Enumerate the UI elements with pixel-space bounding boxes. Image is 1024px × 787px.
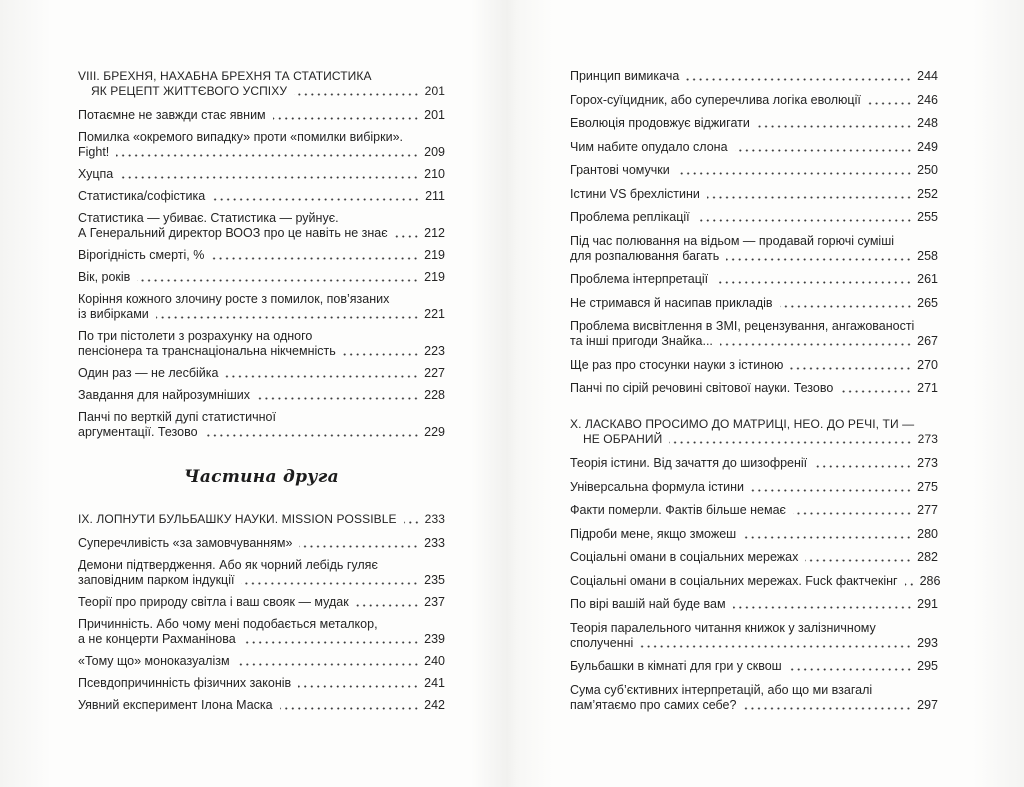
page-number: 293: [917, 635, 938, 650]
entry-text: Хуцпа: [78, 167, 114, 181]
toc-entry: [570, 550, 938, 565]
toc-line: [78, 632, 445, 647]
toc-line: [78, 69, 445, 84]
page-number: 255: [917, 210, 938, 224]
dot-leader: [243, 641, 419, 644]
entry-text: Бульбашки в кімнаті для гри у сквош: [570, 659, 782, 673]
entry-text: Соціальні омани в соціальних мережах: [570, 550, 799, 564]
chapter-x: [570, 417, 941, 713]
toc-entry: [570, 503, 938, 518]
dot-leader: [120, 176, 419, 179]
dot-leader: [212, 198, 420, 201]
toc-entry: [78, 329, 445, 359]
entry-text: Помилка «окремого випадку» проти «помилки вибірки».: [78, 130, 403, 144]
toc-entry: [78, 189, 445, 204]
toc-line: [570, 93, 938, 108]
toc-entry: [570, 683, 938, 713]
toc-entry: [78, 248, 445, 263]
chapter-ix-continued: [570, 69, 938, 396]
dot-leader: [757, 125, 912, 128]
entry-text: Еволюція продовжує віджигати: [570, 116, 750, 130]
toc-line: [78, 292, 445, 307]
entry-text: Fight!: [78, 145, 110, 159]
toc-line: [570, 417, 938, 432]
entry-text: Принцип вимикача: [570, 69, 680, 83]
toc-line: [570, 140, 938, 155]
entry-text: пенсіонера та транснаціональна нікчемність: [78, 344, 336, 358]
entry-text: Ще раз про стосунки науки з істиною: [570, 357, 784, 372]
entry-text: для розпалювання багать: [570, 248, 720, 263]
toc-line: [570, 636, 938, 651]
dot-leader: [720, 343, 912, 346]
dot-leader: [715, 281, 912, 284]
toc-entry: [570, 163, 938, 178]
entry-text: Проблема інтерпретації: [570, 272, 709, 286]
entry-text: та інші пригоди Знайка...: [570, 334, 713, 348]
page-number: 282: [917, 550, 938, 564]
page-number: 270: [917, 357, 938, 372]
entry-text: пам’ятаємо про самих себе?: [570, 697, 737, 712]
dot-leader: [751, 489, 912, 492]
toc-line: [78, 595, 445, 610]
page-number: 233: [424, 512, 445, 526]
page-number: 227: [424, 366, 445, 380]
entry-text: Панчі по верткій дупі статистичної: [78, 410, 276, 424]
toc-entry: [570, 456, 938, 471]
toc-line: [78, 108, 445, 123]
page-number: 271: [917, 381, 938, 395]
toc-line: [78, 698, 445, 713]
entry-text: «Тому що» моноказуалізм: [78, 654, 230, 668]
toc-line: [78, 226, 445, 241]
entry-text: Статистика — убиває. Статистика — руйнує.: [78, 211, 339, 225]
entry-text: Теорія істини. Від зачаття до шизофренії: [570, 456, 808, 470]
toc-line: [570, 116, 938, 131]
dot-leader: [294, 93, 420, 96]
toc-entry: [570, 296, 938, 311]
page-number: 223: [424, 344, 445, 358]
page-number: 212: [424, 226, 445, 240]
toc-line: [570, 456, 938, 471]
dot-leader: [404, 521, 420, 524]
entry-text: аргументації. Тезово: [78, 425, 198, 439]
toc-entry: [570, 272, 938, 287]
page-number: 261: [917, 272, 938, 286]
toc-line: [570, 621, 938, 636]
toc-line: [570, 503, 938, 518]
toc-entry: [570, 69, 938, 84]
toc-entry: [570, 358, 938, 373]
entry-text: Статистика/софістика: [78, 189, 206, 203]
toc-entry: [78, 536, 445, 551]
toc-entry: [570, 659, 938, 674]
toc-line: [78, 573, 445, 588]
toc-entry: [78, 558, 445, 588]
dot-leader: [395, 235, 420, 238]
toc-entry: [78, 270, 445, 285]
chapter-viii: [78, 69, 445, 440]
entry-text: Причинність. Або чому мені подобається металкор,: [78, 617, 378, 631]
toc-line: [570, 163, 938, 178]
dot-leader: [241, 582, 419, 585]
entry-text: X. ЛАСКАВО ПРОСИМО ДО МАТРИЦІ, НЕО. ДО РЕЧІ, ТИ —: [570, 417, 915, 431]
toc-entry: [78, 292, 445, 322]
page-number: 235: [424, 573, 445, 587]
toc-line: [78, 211, 445, 226]
dot-leader: [299, 545, 419, 548]
page-number: 277: [917, 503, 938, 517]
toc-line: [78, 189, 445, 204]
dot-leader: [225, 375, 419, 378]
entry-text: Один раз — не лесбійка: [78, 366, 219, 380]
dot-leader: [793, 512, 912, 515]
dot-leader: [790, 367, 912, 370]
page-number: 221: [424, 307, 445, 321]
toc-line: [78, 388, 445, 403]
dot-leader: [237, 663, 420, 666]
entry-text: Уявний експеримент Ілона Маска: [78, 698, 273, 712]
entry-text: Суперечливість «за замовчуванням»: [78, 536, 293, 550]
entry-text: Демони підтвердження. Або як чорний лебідь гуляє: [78, 558, 378, 572]
page-number: 240: [424, 654, 445, 668]
page-number: 265: [917, 295, 938, 310]
entry-text: Проблема реплікації: [570, 210, 690, 224]
dot-leader: [356, 604, 419, 607]
toc-line: [78, 329, 445, 344]
dot-leader: [273, 117, 419, 120]
toc-line: [570, 698, 938, 713]
dot-leader: [257, 397, 419, 400]
entry-text: Сума суб’єктивних інтерпретацій, або що ми взагалі: [570, 682, 873, 697]
toc-entry: [570, 234, 938, 264]
toc-entry: [78, 595, 445, 610]
dot-leader: [156, 316, 419, 319]
page-number: 241: [424, 676, 445, 690]
right-page: [570, 69, 941, 721]
toc-entry: [570, 527, 938, 542]
toc-line: [78, 654, 445, 669]
toc-line: [78, 366, 445, 381]
page-number: 244: [917, 69, 938, 83]
dot-leader: [840, 390, 912, 393]
dot-leader: [116, 154, 419, 157]
page-number: 229: [424, 425, 445, 439]
toc-entry: [570, 597, 938, 612]
dot-leader: [743, 707, 912, 710]
entry-text: сполученні: [570, 635, 634, 650]
page-number: 211: [425, 189, 445, 203]
toc-line: [570, 573, 941, 589]
page-number: 280: [917, 526, 938, 541]
toc-line: [78, 167, 445, 182]
page-number: 219: [424, 270, 445, 284]
dot-leader: [205, 434, 420, 437]
toc-entry: [78, 388, 445, 403]
dot-leader: [686, 78, 912, 81]
entry-text: а не концерти Рахманінова: [78, 632, 236, 646]
entry-text: заповідним парком індукції: [78, 573, 235, 587]
toc-line: [78, 248, 445, 263]
toc-line: [78, 676, 445, 691]
toc-entry: [78, 654, 445, 669]
toc-line: [570, 597, 938, 612]
page-number: 228: [424, 388, 445, 402]
toc-line: [78, 307, 445, 322]
toc-line: [78, 512, 445, 527]
page-number: 209: [424, 145, 445, 159]
dot-leader: [669, 441, 912, 444]
toc-entry: [570, 573, 941, 589]
entry-text: Горох-суїцидник, або суперечлива логіка еволюції: [570, 92, 861, 107]
toc-line: [570, 334, 938, 349]
page-number: 242: [424, 698, 445, 712]
dot-leader: [735, 149, 913, 152]
entry-text: НЕ ОБРАНИЙ: [583, 432, 663, 446]
page-number: 249: [917, 139, 938, 154]
dot-leader: [640, 645, 912, 648]
dot-leader: [868, 102, 912, 105]
toc-line: [78, 84, 445, 99]
toc-entry: [570, 140, 938, 155]
entry-text: А Генеральний директор ВООЗ про це навіть не знає: [78, 226, 388, 240]
toc-entry: [570, 381, 938, 396]
dot-leader: [805, 559, 912, 562]
toc-entry: [570, 319, 938, 349]
dot-leader: [707, 196, 912, 199]
dot-leader: [905, 583, 915, 586]
toc-line: [78, 536, 445, 551]
toc-entry: [570, 210, 938, 225]
toc-line: [570, 659, 938, 674]
dot-leader: [280, 707, 420, 710]
dot-leader: [733, 606, 913, 609]
entry-text: VIII. БРЕХНЯ, НАХАБНА БРЕХНЯ ТА СТАТИСТИКА: [78, 69, 372, 83]
toc-line: [78, 558, 445, 573]
page-number: 252: [917, 186, 938, 201]
page-number: 233: [424, 536, 445, 550]
dot-leader: [789, 668, 912, 671]
page-number: 286: [919, 573, 941, 588]
dot-leader: [697, 219, 913, 222]
entry-text: Істини VS брехлістини: [570, 186, 700, 201]
toc-line: [570, 381, 938, 396]
toc-entry: [78, 410, 445, 440]
entry-text: Псевдопричинність фізичних законів: [78, 676, 292, 690]
page-number: 219: [424, 248, 445, 262]
entry-text: із вибірками: [78, 307, 149, 321]
entry-text: Чим набите опудало слона: [570, 139, 728, 154]
toc-line: [78, 617, 445, 632]
toc-entry: [78, 617, 445, 647]
page-number: 239: [424, 632, 445, 646]
page-number: 237: [424, 595, 445, 609]
page-number: 210: [424, 167, 445, 181]
entry-text: По три пістолети з розрахунку на одного: [78, 329, 313, 343]
dot-leader: [743, 536, 912, 539]
page-number: 273: [917, 456, 938, 470]
toc-line: [570, 683, 938, 698]
chapter-title: [78, 69, 445, 99]
toc-line: [570, 432, 938, 447]
entry-text: Проблема висвітлення в ЗМІ, рецензування, ангажованості: [570, 319, 915, 333]
entry-text: IX. ЛОПНУТИ БУЛЬБАШКУ НАУКИ. MISSION POSSIBLE: [78, 512, 397, 526]
toc-line: [570, 234, 938, 249]
dot-leader: [677, 172, 912, 175]
toc-line: [570, 249, 938, 264]
entry-text: Соціальні омани в соціальних мережах. Fuck фактчекінг: [570, 573, 898, 588]
entry-text: ЯК РЕЦЕПТ ЖИТТЄВОГО УСПІХУ: [91, 84, 288, 98]
toc-entry: [570, 93, 938, 108]
toc-line: [570, 480, 938, 495]
dot-leader: [343, 353, 419, 356]
page-number: 250: [917, 163, 938, 177]
toc-line: [570, 527, 938, 542]
entry-text: По вірі вашій най буде вам: [570, 597, 726, 611]
entry-text: Підроби мене, якщо зможеш: [570, 526, 737, 541]
part-title: Частина друга: [184, 467, 339, 487]
dot-leader: [211, 257, 419, 260]
toc-line: [78, 410, 445, 425]
toc-line: [570, 319, 938, 334]
page-number: 258: [917, 248, 938, 263]
toc-line: [78, 270, 445, 285]
entry-text: Не стримався й насипав прикладів: [570, 295, 773, 310]
toc-entry: [78, 108, 445, 123]
toc-entry: [570, 621, 938, 651]
toc-line: [570, 272, 938, 287]
entry-text: Потаємне не завжди стає явним: [78, 108, 266, 122]
chapter-ix: [78, 512, 445, 713]
toc-entry: [570, 480, 938, 495]
left-page: [78, 69, 445, 720]
toc-line: [570, 550, 938, 565]
entry-text: Завдання для найрозумніших: [78, 388, 250, 402]
toc-entry: [78, 211, 445, 241]
entry-text: Вірогідність смерті, %: [78, 248, 205, 262]
page-number: 291: [917, 597, 938, 611]
toc-entry: [78, 130, 445, 160]
toc-line: [78, 145, 445, 160]
page-number: 267: [917, 334, 938, 348]
page-number: 273: [917, 432, 938, 446]
entry-text: Під час полювання на відьом — продавай горючі суміші: [570, 233, 895, 248]
page-number: 275: [917, 479, 938, 494]
toc-entry: [78, 167, 445, 182]
entry-text: Теорії про природу світла і ваш свояк — мудак: [78, 595, 349, 609]
dot-leader: [726, 258, 912, 261]
page-number: 246: [917, 92, 938, 107]
entry-text: Коріння кожного злочину росте з помилок, пов’язаних: [78, 292, 390, 306]
toc-line: [570, 187, 938, 202]
entry-text: Теорія паралельного читання книжок у залізничному: [570, 620, 876, 635]
toc-line: [570, 69, 938, 84]
toc-line: [78, 344, 445, 359]
page-number: 248: [917, 116, 938, 130]
page-number: 201: [424, 84, 445, 98]
toc-line: [78, 130, 445, 145]
page-number: 201: [424, 108, 445, 122]
entry-text: Вік, років: [78, 270, 131, 284]
dot-leader: [814, 465, 912, 468]
dot-leader: [780, 305, 913, 308]
toc-entry: [78, 676, 445, 691]
toc-line: [570, 210, 938, 225]
toc-entry: [570, 187, 938, 202]
dot-leader: [137, 279, 419, 282]
entry-text: Універсальна формула істини: [570, 479, 745, 494]
dot-leader: [298, 685, 419, 688]
toc-line: [570, 296, 938, 311]
page-number: 297: [917, 697, 938, 712]
chapter-title: [570, 417, 938, 447]
entry-text: Факти померли. Фактів більше немає: [570, 503, 786, 517]
chapter-title: [78, 512, 445, 527]
toc-entry: [78, 698, 445, 713]
entry-text: Панчі по сірій речовині світової науки. Тезово: [570, 381, 834, 395]
toc-entry: [78, 366, 445, 381]
toc-line: [78, 425, 445, 440]
toc-line: [570, 358, 938, 373]
toc-entry: [570, 116, 938, 131]
page-number: 295: [917, 659, 938, 673]
entry-text: Грантові чомучки: [570, 163, 670, 177]
